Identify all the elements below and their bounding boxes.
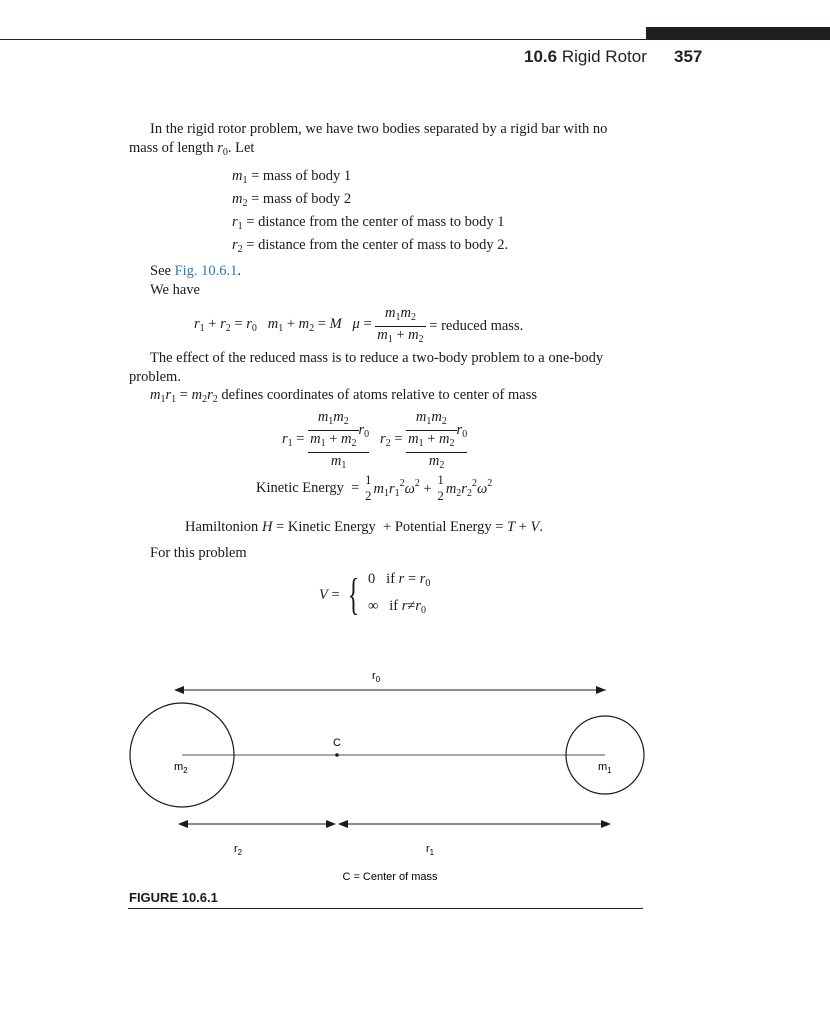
definition-m2: $m_2$ = mass of body 2 [232,191,352,209]
kinetic-energy-label: Kinetic Energy [256,479,344,496]
m1-label: $m_1$ [598,761,612,775]
coordinates-line: $m_1r_1 = m_2r_2$ defines coordinates of atoms relative to center of mass [150,387,538,405]
intro-line-1: In the rigid rotor problem, we have two bodies separated by a rigid bar with no [150,121,608,137]
kinetic-energy-equation: Kinetic Energy = 1 2 $m_1r_1^2\omega^2$ + 1 2 $m_2r_2^2\omega^2$ [256,472,493,503]
r2-label: $r_2$ [233,843,243,857]
r0-label: $r_0$ [371,670,381,684]
r-coordinate-equations: $r_1$ = $\frac{m_1m_2}{m_1 + m_2}$ $r_0$ $m_1$ $r_2$ = $\frac{m_1m_2}{m_1 + m_2}$ $r_0$ $m_2$ [282,409,468,471]
center-of-mass-caption: C = Center of mass [342,871,438,883]
section-number: 10.6 [524,47,558,66]
r1-label: $r_1$ [425,843,435,857]
center-of-mass-dot [335,753,339,757]
definition-r1: $r_1$ = distance from the center of mass to body 1 [232,214,505,232]
effect-line-1: The effect of the reduced mass is to reduce a two-body problem to a one-body [150,350,604,366]
figure-link[interactable]: Fig. 10.6.1 [174,263,238,279]
reduced-mass-label: = reduced mass. [429,318,524,334]
for-this-problem: For this problem [150,545,247,561]
section-title: Rigid Rotor [561,47,647,66]
potential-equation: V = { 0 if $r = r_0$ ∞ if $r\ne r_0$ [319,570,431,619]
definition-m1: $m_1$ = mass of body 1 [232,168,352,186]
figure-rule [128,908,643,909]
figure-caption: FIGURE 10.6.1 [129,890,218,905]
effect-line-2: problem. [129,369,181,385]
see-figure-line: See Fig. 10.6.1. [150,263,242,279]
definition-r2: $r_2$ = distance from the center of mass to body 2. [232,237,509,255]
reduced-mass-equation: $r_1 + r_2 = r_0$ $m_1 + m_2 = M$ μ = $\frac{m_1m_2}{m_1 + m_2}$ = reduced mass. [194,305,524,345]
we-have: We have [150,282,200,298]
hamiltonian-equation: Hamiltonion H = Kinetic Energy + Potential Energy = T + V. [185,519,544,535]
r0-arrow-left-head [174,686,184,694]
intro-line-2: mass of length $r_0$. Let [129,140,255,158]
m2-label: $m_2$ [174,761,188,775]
c-label: C [333,737,341,749]
r0-arrow-right-head [596,686,606,694]
page-number: 357 [674,47,703,66]
